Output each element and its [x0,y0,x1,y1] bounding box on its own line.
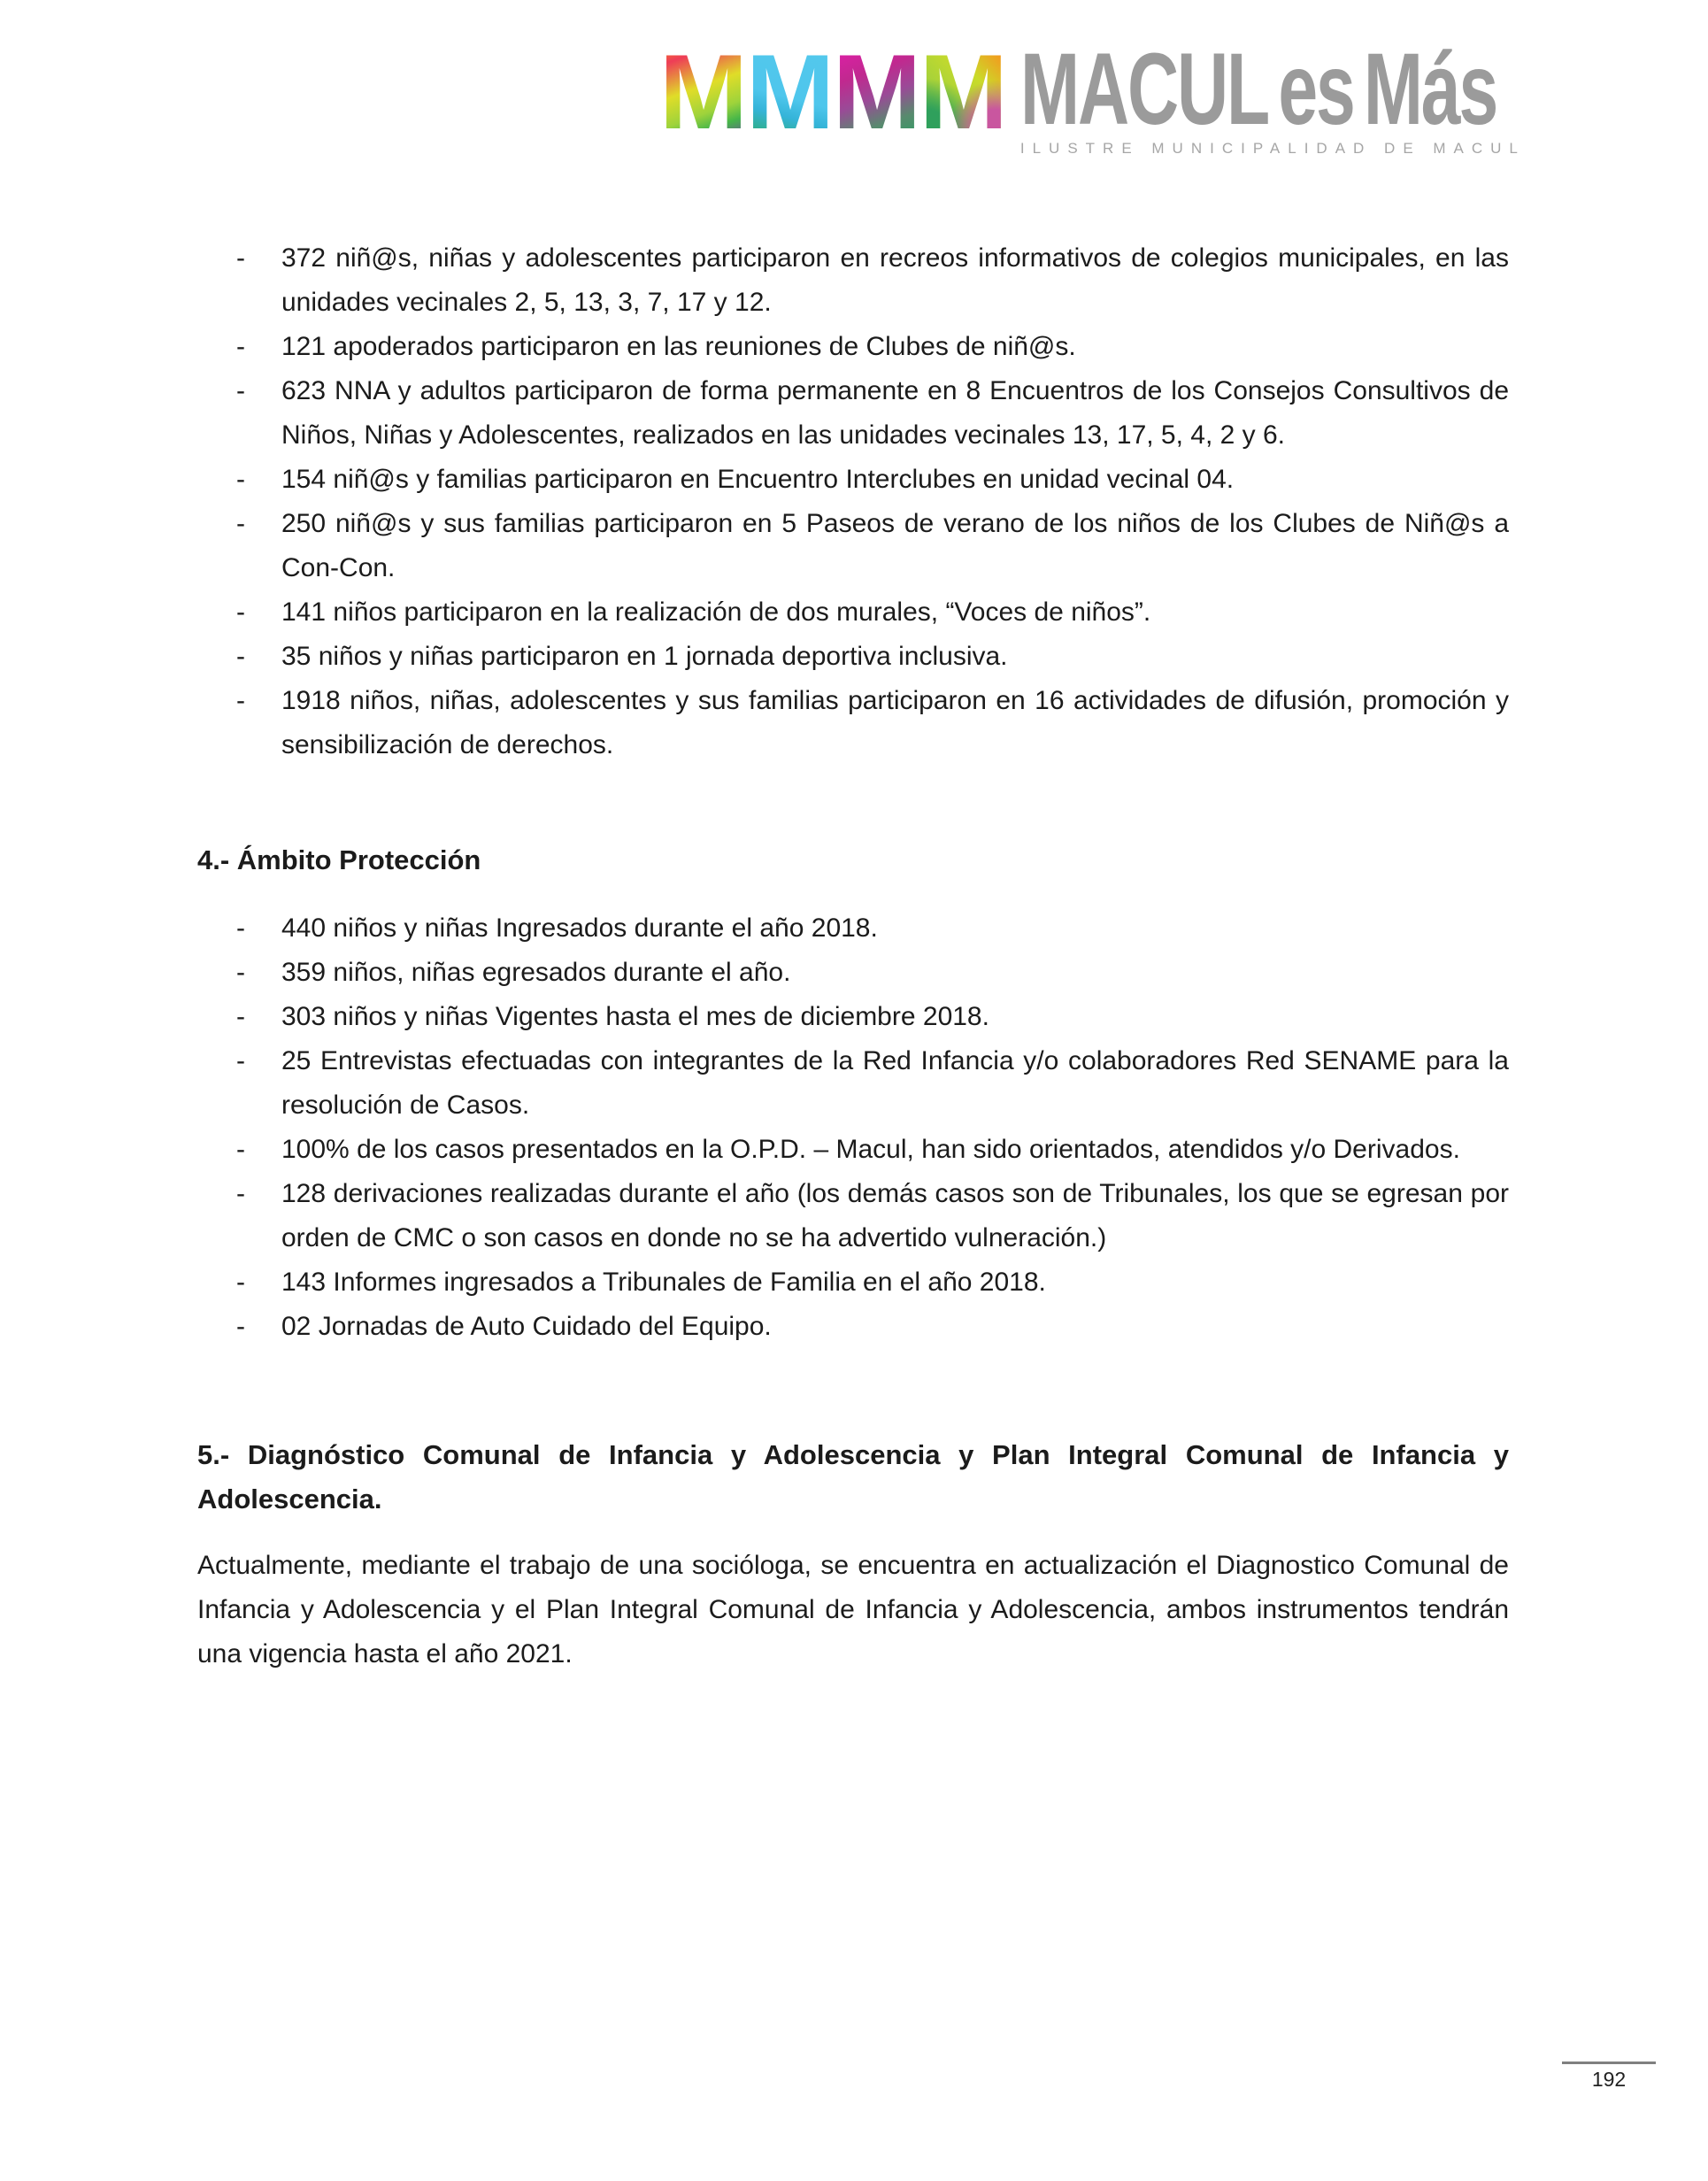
list-item-text: 154 niñ@s y familias participaron en Encuentro Interclubes en unidad vecinal 04. [281,465,1235,494]
list-item-text: 128 derivaciones realizadas durante el año (los demás casos son de Tribunales, los que se egresan por orden de CMC o son casos en donde no se ha advertido vulneración.) [281,1179,1509,1252]
document-content [197,0,1509,1676]
list-item [197,502,1509,590]
list-item [197,1260,1509,1305]
list-item [197,369,1509,458]
participation-list [197,236,1509,767]
list-item-text: 623 NNA y adultos participaron de forma permanente en 8 Encuentros de los Consejos Consultivos de Niños, Niñas y Adolescentes, realizados en las unidades vecinales 13, 17, 5, 4, 2 y 6. [281,376,1509,450]
list-item-text: 141 niños participaron en la realización de dos murales, “Voces de niños”. [281,597,1151,627]
list-item-text: 100% de los casos presentados en la O.P.D. – Macul, han sido orientados, atendidos y/o Derivados. [281,1135,1460,1164]
list-item [197,325,1509,369]
list-item [197,995,1509,1039]
list-item [197,590,1509,635]
list-item-text: 25 Entrevistas efectuadas con integrantes de la Red Infancia y/o colaboradores Red SENAME para la resolución de Casos. [281,1046,1509,1120]
bullet-dash: - [236,1268,245,1297]
list-item-text: 372 niñ@s, niñas y adolescentes participaron en recreos informativos de colegios municipales, en las unidades vecinales 2, 5, 13, 3, 7, 17 y 12. [281,243,1509,317]
brand-word-es: es [1278,33,1354,146]
bullet-dash: - [236,465,245,494]
bullet-dash: - [236,642,245,671]
list-item [197,679,1509,767]
brand-subtitle: ILUSTRE MUNICIPALIDAD DE MACUL [1019,140,1526,157]
bullet-dash: - [236,1179,245,1208]
section-heading-4: 4.- Ámbito Protección [197,844,481,875]
list-item [197,635,1509,679]
list-item-text: 35 niños y niñas participaron en 1 jornada deportiva inclusiva. [281,642,1008,671]
diagnostico-paragraph: Actualmente, mediante el trabajo de una socióloga, se encuentra en actualización el Diagnostico Comunal de Infancia y Adolescencia y el Plan Integral Comunal de Infancia y Adolescencia, ambos instrumentos tendrán una vigencia hasta el año 2021. [197,1551,1509,1669]
brand-word-mas: Más [1363,33,1497,146]
proteccion-list [197,906,1509,1349]
bullet-dash: - [236,332,245,361]
brand-word-macul: MACUL [1019,33,1269,146]
logo-m2-letter: M [745,33,833,151]
logo-m1-letter: M [659,33,746,151]
list-item-text: 121 apoderados participaron en las reuniones de Clubes de niñ@s. [281,332,1076,361]
bullet-dash: - [236,1046,245,1075]
page-number: 192 [1562,2062,1656,2092]
list-item [197,1172,1509,1260]
list-item [197,1039,1509,1128]
list-item-text: 143 Informes ingresados a Tribunales de Familia en el año 2018. [281,1268,1046,1297]
bullet-dash: - [236,1312,245,1341]
list-item-text: 440 niños y niñas Ingresados durante el año 2018. [281,913,878,943]
bullet-dash: - [236,376,245,405]
bullet-dash: - [236,597,245,627]
list-item [197,951,1509,995]
bullet-dash: - [236,958,245,987]
list-item-text: 250 niñ@s y sus familias participaron en 5 Paseos de verano de los niños de los Clubes de Niñ@s a Con-Con. [281,509,1509,582]
bullet-dash: - [236,243,245,273]
bullet-dash: - [236,509,245,538]
list-item [197,1128,1509,1172]
bullet-dash: - [236,1002,245,1031]
list-item-text: 303 niños y niñas Vigentes hasta el mes de diciembre 2018. [281,1002,989,1031]
list-item [197,458,1509,502]
section-heading-5: 5.- Diagnóstico Comunal de Infancia y Adolescencia y Plan Integral Comunal de Infancia y Adolescencia. [197,1439,1509,1514]
bullet-dash: - [236,686,245,715]
logo-m3-letter: M [832,33,919,151]
list-item [197,906,1509,951]
list-item [197,236,1509,325]
logo-m4-letter: M [919,33,1006,151]
list-item-text: 1918 niños, niñas, adolescentes y sus familias participaron en 16 actividades de difusión, promoción y sensibilización de derechos. [281,686,1509,759]
list-item [197,1305,1509,1349]
bullet-dash: - [236,913,245,943]
list-item-text: 02 Jornadas de Auto Cuidado del Equipo. [281,1312,772,1341]
list-item-text: 359 niños, niñas egresados durante el año. [281,958,791,987]
bullet-dash: - [236,1135,245,1164]
